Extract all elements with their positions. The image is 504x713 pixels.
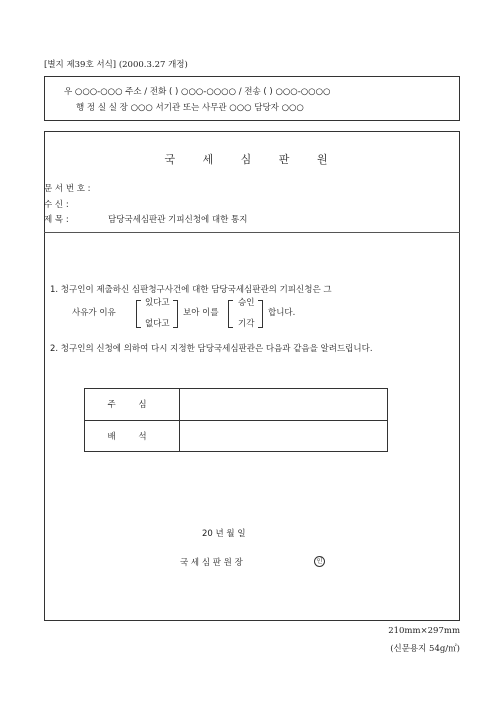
date-line: 20 년 월 일 xyxy=(202,529,246,539)
org-title: 국 세 심 판 원 xyxy=(164,153,340,166)
associate-judge-value xyxy=(180,420,388,452)
reason-prefix: 사유가 이유 xyxy=(72,308,116,318)
reason-middle: 보아 이를 xyxy=(183,308,219,318)
office-address-line: 우 ○○○-○○○ 주소 / 전화 ( ) ○○○-○○○○ / 전송 ( ) ○○○-○○○○ xyxy=(64,87,331,97)
paper-size-note: 210mm×297mm xyxy=(388,626,460,636)
paragraph-2: 2. 청구인의 신청에 의하여 다시 지정한 담당국세심판관은 다음과 같음을 알려드립니다. xyxy=(50,344,373,354)
chief-judge-label: 주 심 xyxy=(85,389,180,421)
subject-label: 제 목 : xyxy=(44,215,69,225)
assigned-judges-table xyxy=(84,388,388,452)
notice-body-box xyxy=(44,131,460,621)
option-exists: 있다고 xyxy=(145,298,170,308)
left-bracket-decision xyxy=(228,300,233,328)
chief-judge-value xyxy=(180,389,388,421)
form-label: [별지 제39호 서식] (2000.3.27 개정) xyxy=(44,60,188,70)
recipient-label: 수 신 : xyxy=(44,200,69,210)
option-reject: 기각 xyxy=(238,319,255,329)
subject-value: 담당국세심판관 기피신청에 대한 통지 xyxy=(108,215,248,225)
table-row xyxy=(85,389,388,421)
office-staff-line: 행 정 실 실 장 ○○○ 서기관 또는 사무관 ○○○ 담당자 ○○○ xyxy=(76,103,304,113)
seal-mark: 인 xyxy=(314,556,325,567)
doc-number-label: 문 서 번 호 : xyxy=(44,184,91,194)
right-bracket-reason xyxy=(173,300,178,328)
left-bracket-reason xyxy=(136,300,141,328)
decision-suffix: 합니다. xyxy=(268,308,296,318)
paper-type-note: (신문용지 54g/㎡) xyxy=(390,644,460,654)
signature-title: 국 세 심 판 원 장 xyxy=(180,558,243,568)
associate-judge-label: 배 석 xyxy=(85,420,180,452)
office-info-box xyxy=(44,76,460,121)
table-row xyxy=(85,420,388,452)
option-approve: 승인 xyxy=(238,298,255,308)
subject-divider xyxy=(44,232,460,233)
paragraph-1-line-1: 1. 청구인이 제출하신 심판청구사건에 대한 담당국세심판관의 기피신청은 그 xyxy=(50,285,332,295)
option-absent: 없다고 xyxy=(145,319,170,329)
right-bracket-decision xyxy=(258,300,263,328)
